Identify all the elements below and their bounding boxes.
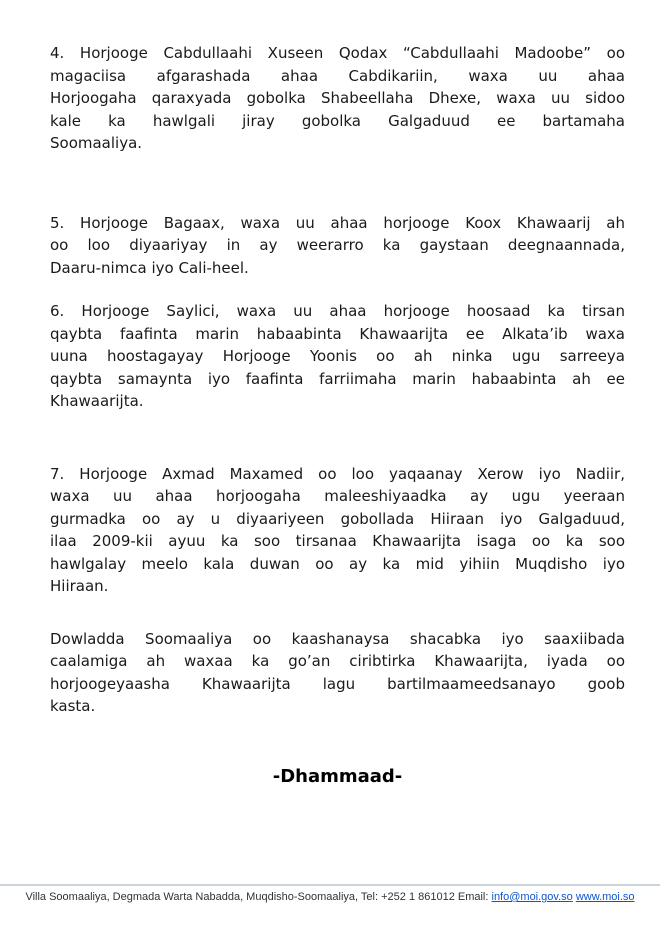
text-line: 6. Horjooge Saylici, waxa uu ahaa horjooge hoosaad ka tirsan: [50, 302, 625, 320]
end-marker: -Dhammaad-: [272, 765, 403, 787]
document-body: [50, 42, 625, 788]
text-line: qaybta faafinta marin habaabinta Khawaarijta ee Alkata’ib waxa: [50, 324, 625, 343]
text-line: horjoogeyaasha Khawaarijta lagu bartilmaameedsanayo goob: [50, 674, 625, 693]
text-line: Hiiraan.: [50, 577, 109, 595]
footer-divider: [0, 884, 660, 886]
text-line: uuna hoostagayay Horjooge Yoonis oo ah ninka ugu sarreeya: [50, 347, 625, 365]
text-line: Khawaarijta.: [50, 392, 144, 410]
text-line: qaybta samaynta iyo faafinta farriimaha marin habaabinta ah ee: [50, 369, 625, 388]
text-line: Daaru-nimca iyo Cali-heel.: [50, 258, 249, 277]
text-line: ilaa 2009-kii ayuu ka soo tirsanaa Khawaarijta isaga oo ka soo: [50, 532, 625, 550]
text-line: caalamiga ah waxaa ka go’an ciribtirka Khawaarijta, iyada oo: [50, 652, 625, 670]
text-line: 7. Horjooge Axmad Maxamed oo loo yaqaanay Xerow iyo Nadiir,: [50, 464, 625, 483]
text-line: gurmadka oo ay u diyaariyeen gobollada Hiiraan iyo Galgaduud,: [50, 509, 625, 528]
footer-address-text: Villa Soomaaliya, Degmada Warta Nabadda, Muqdisho-Soomaaliya, Tel: +252 1 861012 Email:: [25, 891, 492, 903]
text-line: kasta.: [50, 697, 96, 715]
page-footer: [0, 890, 660, 905]
text-line: 5. Horjooge Bagaax, waxa uu ahaa horjooge Koox Khawaarij ah: [50, 213, 625, 232]
text-line: hawlgalay meelo kala duwan oo ay ka mid yihiin Muqdisho iyo: [50, 554, 625, 573]
paragraph-5: [50, 212, 625, 280]
paragraph-6: [50, 300, 625, 413]
footer-email-link[interactable]: info@moi.gov.so: [491, 891, 573, 903]
text-line: waxa uu ahaa horjoogaha maleeshiyaadka ay ugu yeeraan: [50, 487, 625, 505]
text-line: 4. Horjooge Cabdullaahi Xuseen Qodax “Cabdullaahi Madoobe” oo: [50, 44, 625, 62]
text-line: kale ka hawlgali jiray gobolka Galgaduud ee bartamaha: [50, 111, 625, 130]
text-line: Soomaaliya.: [50, 134, 143, 152]
text-line: Horjoogaha qaraxyada gobolka Shabeellaha Dhexe, waxa uu sidoo: [50, 89, 625, 107]
footer-website-link[interactable]: www.moi.so: [575, 891, 635, 903]
text-line: magaciisa afgarashada ahaa Cabdikariin, waxa uu ahaa: [50, 66, 625, 85]
text-line: Dowladda Soomaaliya oo kaashanaysa shacabka iyo saaxiibada: [50, 629, 625, 648]
paragraph-7: [50, 463, 625, 598]
paragraph-4: [50, 42, 625, 155]
text-line: oo loo diyaariyay in ay weerarro ka gaystaan deegnaannada,: [50, 236, 625, 254]
closing-paragraph: [50, 628, 625, 718]
